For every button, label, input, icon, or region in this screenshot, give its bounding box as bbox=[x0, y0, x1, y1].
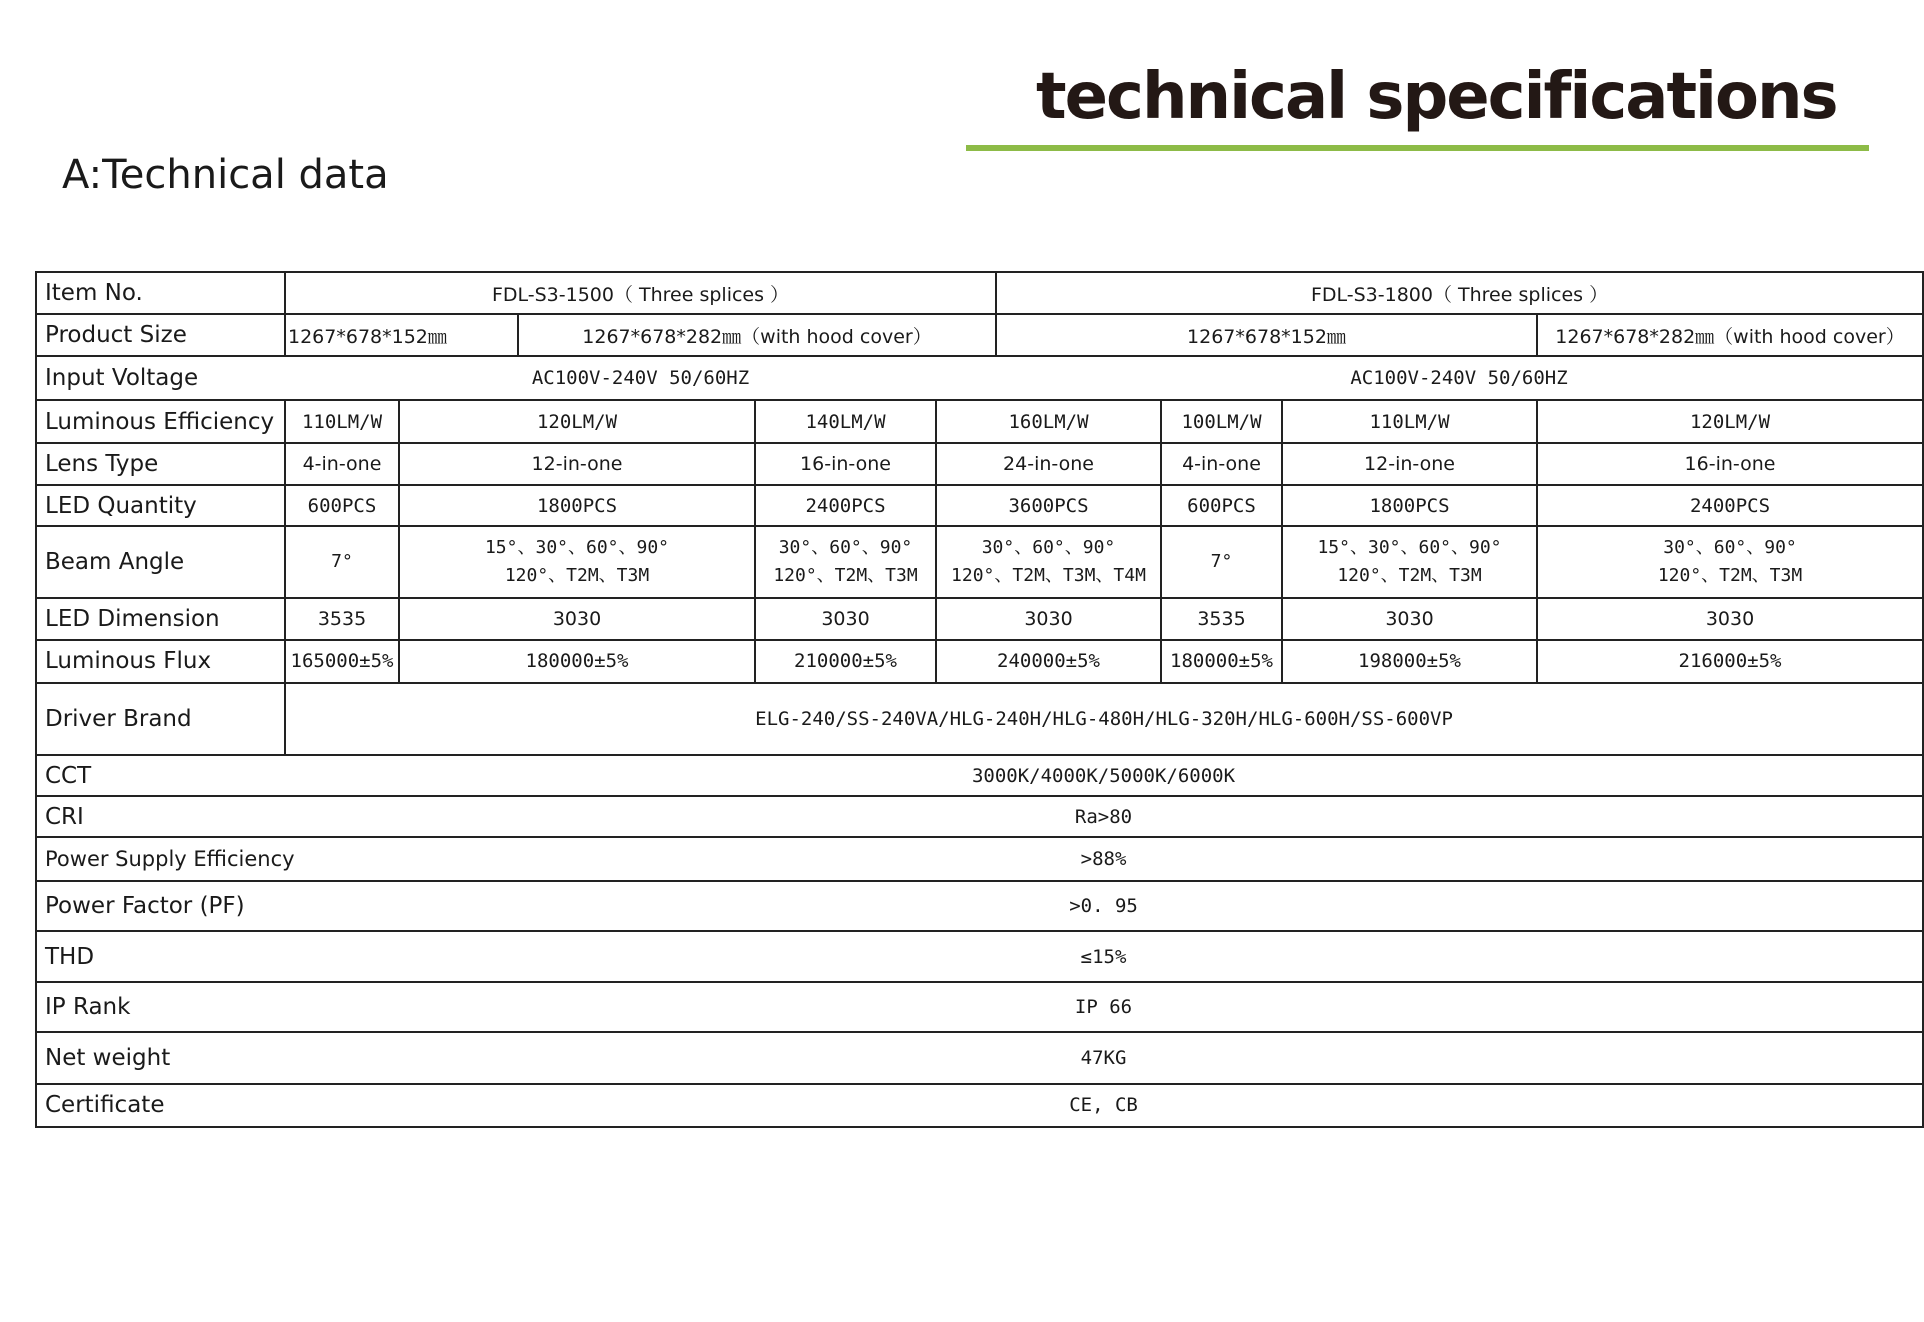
row-driver-brand bbox=[36, 683, 1923, 755]
beam-line: 30°、60°、90° bbox=[981, 536, 1116, 558]
value-cell: 4-in-one bbox=[1161, 443, 1282, 485]
value-cell: 1800PCS bbox=[1282, 485, 1537, 525]
beam-line: 30°、60°、90° bbox=[1663, 536, 1797, 558]
row-luminous-flux bbox=[36, 640, 1923, 683]
value-cell: 3030 bbox=[1537, 598, 1923, 640]
row-input-voltage bbox=[36, 356, 1923, 400]
value-cell: Ra>80 bbox=[285, 796, 1923, 837]
row-cri bbox=[36, 796, 1923, 837]
beam-line: 15°、30°、60°、90° bbox=[484, 536, 670, 558]
beam-cell bbox=[755, 526, 936, 598]
row-label: CCT bbox=[36, 755, 285, 796]
row-led-dimension bbox=[36, 598, 1923, 640]
value-cell: 1267*678*282㎜（with hood cover） bbox=[1537, 314, 1923, 356]
value-cell: ≤15% bbox=[285, 931, 1923, 981]
value-cell: AC100V-240V 50/60HZ bbox=[285, 356, 996, 400]
value-cell: 3535 bbox=[285, 598, 399, 640]
value-cell: CE, CB bbox=[285, 1084, 1923, 1127]
row-label: Power Factor (PF) bbox=[36, 881, 285, 931]
beam-line: 30°、60°、90° bbox=[778, 536, 913, 558]
value-cell: 1267*678*152㎜ bbox=[285, 314, 518, 356]
value-cell: 2400PCS bbox=[1537, 485, 1923, 525]
row-net-weight bbox=[36, 1032, 1923, 1084]
beam-cell bbox=[1537, 526, 1923, 598]
value-cell: 160LM/W bbox=[936, 400, 1161, 443]
beam-cell bbox=[285, 526, 399, 598]
value-cell: 110LM/W bbox=[1282, 400, 1537, 443]
value-cell: 120LM/W bbox=[1537, 400, 1923, 443]
beam-line: 15°、30°、60°、90° bbox=[1317, 536, 1502, 558]
beam-line: 120°、T2M、T3M bbox=[1337, 564, 1482, 586]
value-cell: 3030 bbox=[936, 598, 1161, 640]
row-label: LED Dimension bbox=[36, 598, 285, 640]
beam-line: 7° bbox=[1210, 550, 1233, 572]
value-cell: 4-in-one bbox=[285, 443, 399, 485]
section-title: A:Technical data bbox=[62, 152, 389, 198]
value-cell: 1267*678*282㎜（with hood cover） bbox=[518, 314, 996, 356]
value-cell: >0. 95 bbox=[285, 881, 1923, 931]
value-cell: 180000±5% bbox=[1161, 640, 1282, 683]
value-cell: 198000±5% bbox=[1282, 640, 1537, 683]
value-cell: 3030 bbox=[1282, 598, 1537, 640]
value-cell: 12-in-one bbox=[1282, 443, 1537, 485]
value-cell: 600PCS bbox=[285, 485, 399, 525]
page-title: technical specifications bbox=[1036, 60, 1837, 134]
row-ip-rank bbox=[36, 982, 1923, 1032]
beam-line: 120°、T2M、T3M bbox=[1657, 564, 1803, 586]
row-label: Certificate bbox=[36, 1084, 285, 1127]
value-cell: >88% bbox=[285, 837, 1923, 881]
beam-cell bbox=[1282, 526, 1537, 598]
value-cell: 165000±5% bbox=[285, 640, 399, 683]
value-cell: 216000±5% bbox=[1537, 640, 1923, 683]
spec-table bbox=[35, 271, 1924, 1128]
value-cell: 24-in-one bbox=[936, 443, 1161, 485]
row-label: Net weight bbox=[36, 1032, 285, 1084]
row-label: Driver Brand bbox=[36, 683, 285, 755]
row-beam-angle bbox=[36, 526, 1923, 598]
value-cell: 3030 bbox=[399, 598, 755, 640]
beam-cell bbox=[1161, 526, 1282, 598]
row-item-no bbox=[36, 272, 1923, 314]
row-led-quantity bbox=[36, 485, 1923, 525]
row-label: CRI bbox=[36, 796, 285, 837]
row-label: Luminous Efficiency bbox=[36, 400, 285, 443]
value-cell: 2400PCS bbox=[755, 485, 936, 525]
value-cell: 1800PCS bbox=[399, 485, 755, 525]
row-label: IP Rank bbox=[36, 982, 285, 1032]
row-power-supply-efficiency bbox=[36, 837, 1923, 881]
beam-line: 120°、T2M、T3M、T4M bbox=[951, 564, 1146, 586]
value-cell: 110LM/W bbox=[285, 400, 399, 443]
value-cell: 3000K/4000K/5000K/6000K bbox=[285, 755, 1923, 796]
row-label: Power Supply Efficiency bbox=[36, 837, 285, 881]
value-cell: 3535 bbox=[1161, 598, 1282, 640]
beam-line: 120°、T2M、T3M bbox=[504, 564, 650, 586]
row-certificate bbox=[36, 1084, 1923, 1127]
row-label: Product Size bbox=[36, 314, 285, 356]
value-cell: IP 66 bbox=[285, 982, 1923, 1032]
row-lens-type bbox=[36, 443, 1923, 485]
value-cell: 3030 bbox=[755, 598, 936, 640]
row-product-size bbox=[36, 314, 1923, 356]
beam-line: 7° bbox=[331, 550, 353, 572]
value-cell: 600PCS bbox=[1161, 485, 1282, 525]
value-cell: 47KG bbox=[285, 1032, 1923, 1084]
beam-line: 120°、T2M、T3M bbox=[773, 564, 918, 586]
row-label: LED Quantity bbox=[36, 485, 285, 525]
model-b-cell: FDL-S3-1800（ Three splices ） bbox=[996, 272, 1923, 314]
value-cell: 3600PCS bbox=[936, 485, 1161, 525]
value-cell: 16-in-one bbox=[755, 443, 936, 485]
row-label: Beam Angle bbox=[36, 526, 285, 598]
beam-cell bbox=[936, 526, 1161, 598]
row-label: Item No. bbox=[36, 272, 285, 314]
row-cct bbox=[36, 755, 1923, 796]
row-luminous-efficiency bbox=[36, 400, 1923, 443]
value-cell: 140LM/W bbox=[755, 400, 936, 443]
value-cell: 1267*678*152㎜ bbox=[996, 314, 1537, 356]
value-cell: 12-in-one bbox=[399, 443, 755, 485]
model-a-cell: FDL-S3-1500（ Three splices ） bbox=[285, 272, 996, 314]
row-label: THD bbox=[36, 931, 285, 981]
value-cell: AC100V-240V 50/60HZ bbox=[996, 356, 1923, 400]
row-thd bbox=[36, 931, 1923, 981]
title-underline bbox=[966, 145, 1869, 151]
row-label: Lens Type bbox=[36, 443, 285, 485]
value-cell: 210000±5% bbox=[755, 640, 936, 683]
value-cell: 16-in-one bbox=[1537, 443, 1923, 485]
row-power-factor bbox=[36, 881, 1923, 931]
value-cell: 240000±5% bbox=[936, 640, 1161, 683]
value-cell: 180000±5% bbox=[399, 640, 755, 683]
beam-cell bbox=[399, 526, 755, 598]
value-cell: ELG-240/SS-240VA/HLG-240H/HLG-480H/HLG-320H/HLG-600H/SS-600VP bbox=[285, 683, 1923, 755]
row-label: Input Voltage bbox=[36, 356, 285, 400]
row-label: Luminous Flux bbox=[36, 640, 285, 683]
value-cell: 100LM/W bbox=[1161, 400, 1282, 443]
value-cell: 120LM/W bbox=[399, 400, 755, 443]
